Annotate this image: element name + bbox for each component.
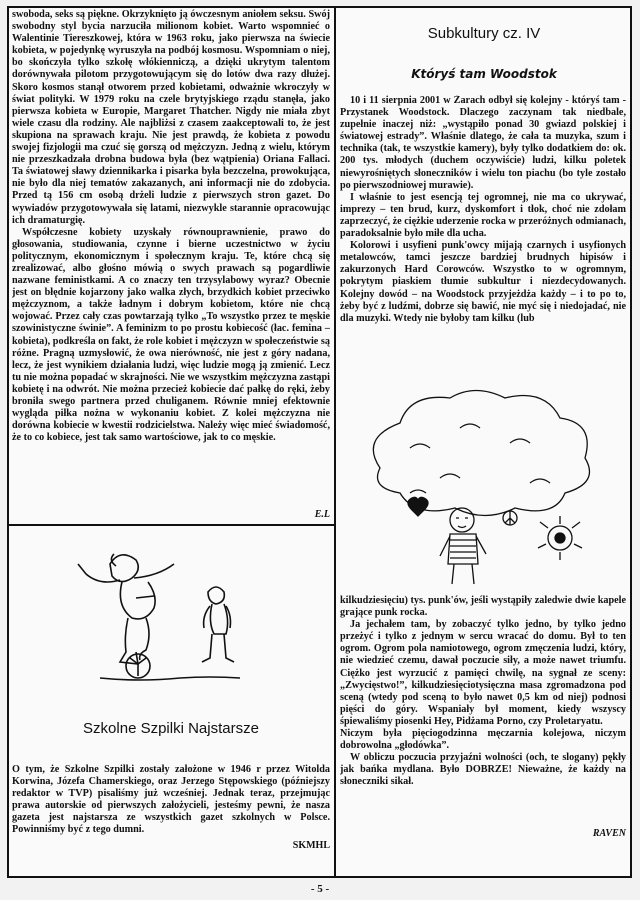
szpilki-text: O tym, że Szkolne Szpilki zostały założone w 1946 r przez Witolda Korwina, Józefa Chamerskiego, oraz Jerzego Stępowskiego (późniejszy redaktor w TVP) pisaliśmy już wcześniej. Jednak teraz, przejmując prawa autorskie od pierwszych założycieli, jesteśmy pewni, że nasza gazeta jest najstarsza ze wszystkich gazet szkolnych w Polsce. Powinniśmy być z tego dumni. — [12, 764, 330, 836]
szpilki-article — [12, 764, 330, 836]
section-divider — [7, 524, 335, 526]
left-paragraph-2: Współczesne kobiety uzyskały równouprawnienie, prawo do głosowania, studiowania, czynne i bierne uczestnictwo w życiu politycznym, ekonomicznym i społecznym kraju. Te, które chcą się zrealizować, albo głośno mówią o swych prawach są pogardliwie nazwane feministkami. A co znaczy ten trzysylabowy wyraz? Obecnie jest on błędnie kojarzony jako walka złych, brzydkich kobiet przeciwko mężczyznom, a także ładnym i dobrym kobietom, które nie chcą wojować. Przez cały czas powtarzają tylko „To wszystko przez te męskie szowinistyczne świnie”. A feminizm to po prostu kobiecość (łac. femina – kobieta), podkreśla on fakt, że role kobiet i mężczyzn w społeczeństwie są różne. Pragną uzmysłowić, że owa nierówność, nie jest z góry nadana, lecz, że jest wynikiem działania ludzi, więc ludzie mogą ją zmienić. Lecz tu nie można popadać w skrajności. Nie we wszystkim mężczyzna zastąpi kobietę i na odwrót. Nie można przecież kobiecie dać pałkę do ręki, żeby broniła swego partnera przed chuliganem. Równie mniej efektownie wygląda piłka nożna w wykonaniu kobiet. Z kolei mężczyzna nie dorówna kobiecie w kwestii rodzicielstwa. Należy więc mieć świadomość, że to co kobiece, jest tak samo wartościowe, jak to co męskie. — [12, 226, 330, 444]
right-paragraph-7: W obliczu poczucia przyjaźni wolności (och, te slogany) pękły jak bańka mydlana. Było DOBRZE! Nieważne, że każdy na słoneczniki sikał. — [340, 752, 626, 788]
right-article-subtitle: Któryś tam Woodstok — [411, 67, 557, 81]
right-article-bottom — [340, 595, 626, 820]
right-article-title: Subkultury cz. IV — [427, 25, 541, 42]
right-paragraph-5: Ja jechałem tam, by zobaczyć tylko jedno, by tylko jedno przeżyć i tylko z jednym w sercu wracać do domu. Był to ten ogrom. Ogrom pola namiotowego, ogrom zmęczenia ludzi, który, nie wiedzieć czemu, dawał poczucie siły, a może nawet triumfu. Ciężko jest wyrzucić z pamięci chwilę, na sygnał ze sceny: „Zwycięstwo!”, kilkudziesięciotysięczna masa zgromadzona pod sceną (wtedy pod sceną to było nawet 0,5 km od niej) podnosi pięści do góry. Wspaniały był moment, kiedy wszyscy śpiewaliśmy piosenki Hey, Pidżama Porno, czy Proletaryatu. — [340, 619, 626, 727]
column-divider — [334, 6, 336, 878]
right-paragraph-2: I właśnie to jest esencją tej ogromnej, nie ma co ukrywać, imprezy – ten brud, kurz, dyskomfort i tłok, choć nie zdołam zaprzeczyć, że ciężkie uderzenie rocka w przeróżnych odmianach, paradoksalnie było miłe dla ucha. — [340, 191, 626, 240]
soccer-illustration — [40, 534, 260, 684]
woodstock-illustration — [350, 388, 620, 588]
szpilki-title: Szkolne Szpilki Najstarsze — [83, 720, 259, 737]
right-signature: RAVEN — [592, 828, 626, 839]
left-signature: E.L — [314, 509, 330, 520]
left-paragraph-1: swoboda, seks są piękne. Okrzyknięto ją ówczesnym aniołem seksu. Swój swobodny styl bycia narzuciła milionom kobiet. Warto wspomnieć o Walentinie Tiereszkowej, która w 1963 roku, jako pierwsza na świecie kobieta, w pojedynkę wyruszyła na podbój kosmosu. Wspomniam o niej, bo skończyła tylko szkołę włókienniczą, a dzięki ukrytym talentom dorównywała pilotom przygotowującym się do lotów dwa razy dłużej. Skoro kosmos stanął otworem przed kobietami, odważnie wkroczyły w świat polityki. W 1979 roku na czele brytyjskiego rządu stanęła, jako pierwsza kobieta w Europie, Margaret Thatcher. Nigdy nie miała zbyt wiele czasu dla rodziny. Ale najbliżsi z czasem zaakceptowali to, że jest skupiona na sprawach kraju. Nie jest prawdą, że kobieta z powodu swojej fizjologii ma czuć się gorszą od mężczyzn. Jedną z wielu, którym nie przeszkadzała drobna budowa była (bez wątpienia) Oriana Fallaci. Ta światowej sławy dziennikarka i pisarka była bezczelna, prowokująca, nie było dla niej tematów zakazanych, ani informacji nie do zdobycia. Przed tą 156 cm osobą drżeli ludzie z pierwszych stron gazet. Do wywiadów przygotowywała się latami, niezwykle starannie opracowując ich dramaturgię. — [12, 9, 330, 226]
left-article — [12, 9, 330, 507]
right-article-top — [340, 95, 626, 375]
szpilki-signature: SKMHL — [292, 840, 330, 851]
right-paragraph-1: 10 i 11 sierpnia 2001 w Żarach odbył się kolejny - któryś tam - Przystanek Woodstock. Dlaczego zaczynam tak niedbale, zupełnie inaczej niż: „wystąpiło ponad 30 gwiazd polskiej i światowej estrady”. Właśnie dlatego, że cała ta muzyka, szum i technika (tak, te wszystkie kamery), były tylko dodatkiem do: ok. 200 tys. młodych (duchem oczywiście) ludzi, kilku poletek niewyrośniętych słoneczników i wielu ton piachu (bo tyle zostało po pierwszodniowej murawie). — [340, 95, 626, 191]
right-paragraph-3: Kolorowi i usyfieni punk'owcy mijają czarnych i usyfionych metalowców, tamci jeszcze bardziej brudnych hipisów i zakurzonych Hard Corowców. Wszystko to w ogromnym, pokrytym piaskiem tłumie subkultur i niezdecydowanych. Kolejny dowód – na Woodstock przyjeżdża każdy – i to po to, żeby być z ludźmi, dobrze się bawić, nie myć się i niedojadać, nie dla muzyki. Wtedy nie byłoby tam kilku (lub — [340, 240, 626, 324]
right-paragraph-6: Niczym była pięciogodzinna męczarnia kolejowa, niczym dobrowolna „głodówka”. — [340, 728, 626, 752]
page-number: - 5 - — [310, 883, 330, 895]
right-paragraph-4: kilkudziesięciu) tys. punk'ów, jeśli wystąpiły zaledwie dwie kapele grające punk rocka. — [340, 595, 626, 619]
